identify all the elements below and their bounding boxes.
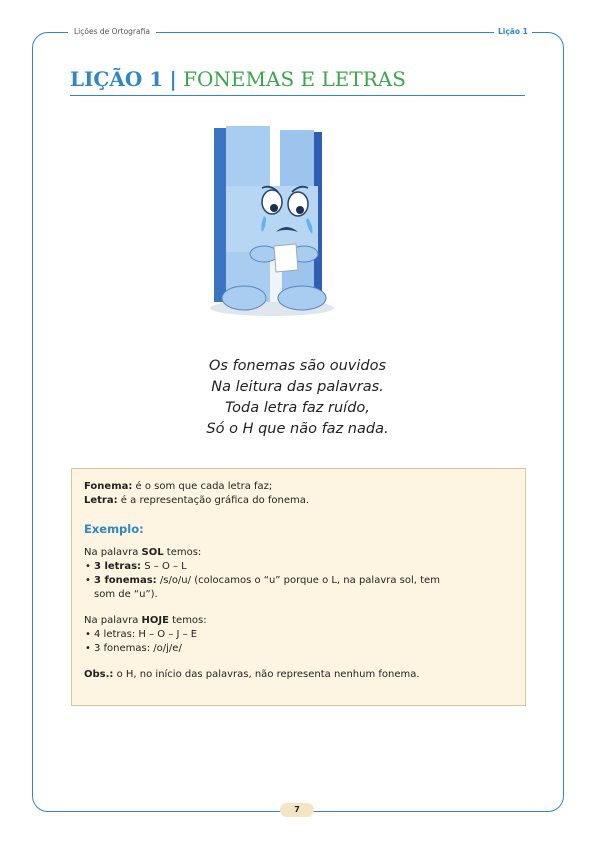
title-separator: | xyxy=(169,67,177,91)
list-item: • 3 letras: S – O – L xyxy=(84,560,513,574)
header-book-title: Lições de Ortografia xyxy=(68,26,156,38)
list-item: • 3 fonemas: /s/o/u/ (colocamos o “u” porque o L, na palavra sol, tem som de “u”). xyxy=(84,574,513,602)
poem xyxy=(140,356,455,440)
hoje-intro: Na palavra HOJE temos: xyxy=(84,615,207,626)
poem-line: Só o H que não faz nada. xyxy=(206,421,389,437)
lesson-number: LIÇÃO 1 xyxy=(70,67,164,91)
sol-list xyxy=(84,560,513,602)
list-item: • 4 letras: H – O – J – E xyxy=(84,628,513,642)
letra-definition: Letra: é a representação gráfica do fonema. xyxy=(84,495,310,506)
title-rule xyxy=(70,95,525,96)
fonema-definition: Fonema: é o som que cada letra faz; xyxy=(84,481,273,492)
header-lesson-tag: Lição 1 xyxy=(494,26,532,38)
page-title xyxy=(70,66,406,92)
list-item: • 3 fonemas: /o/j/e/ xyxy=(84,642,513,656)
example-title: Exemplo: xyxy=(84,522,144,536)
lesson-name: FONEMAS E LETRAS xyxy=(183,67,406,91)
explanation-box xyxy=(71,468,526,706)
page-number: 7 xyxy=(280,803,314,817)
poem-line: Os fonemas são ouvidos xyxy=(208,358,387,374)
hoje-list xyxy=(84,628,513,656)
sol-intro: Na palavra SOL temos: xyxy=(84,547,202,558)
obs-note: Obs.: o H, no início das palavras, não representa nenhum fonema. xyxy=(84,669,420,680)
poem-line: Na leitura das palavras. xyxy=(211,379,384,395)
crying-letter-h-illustration xyxy=(200,122,350,322)
poem-line: Toda letra faz ruído, xyxy=(225,400,370,416)
